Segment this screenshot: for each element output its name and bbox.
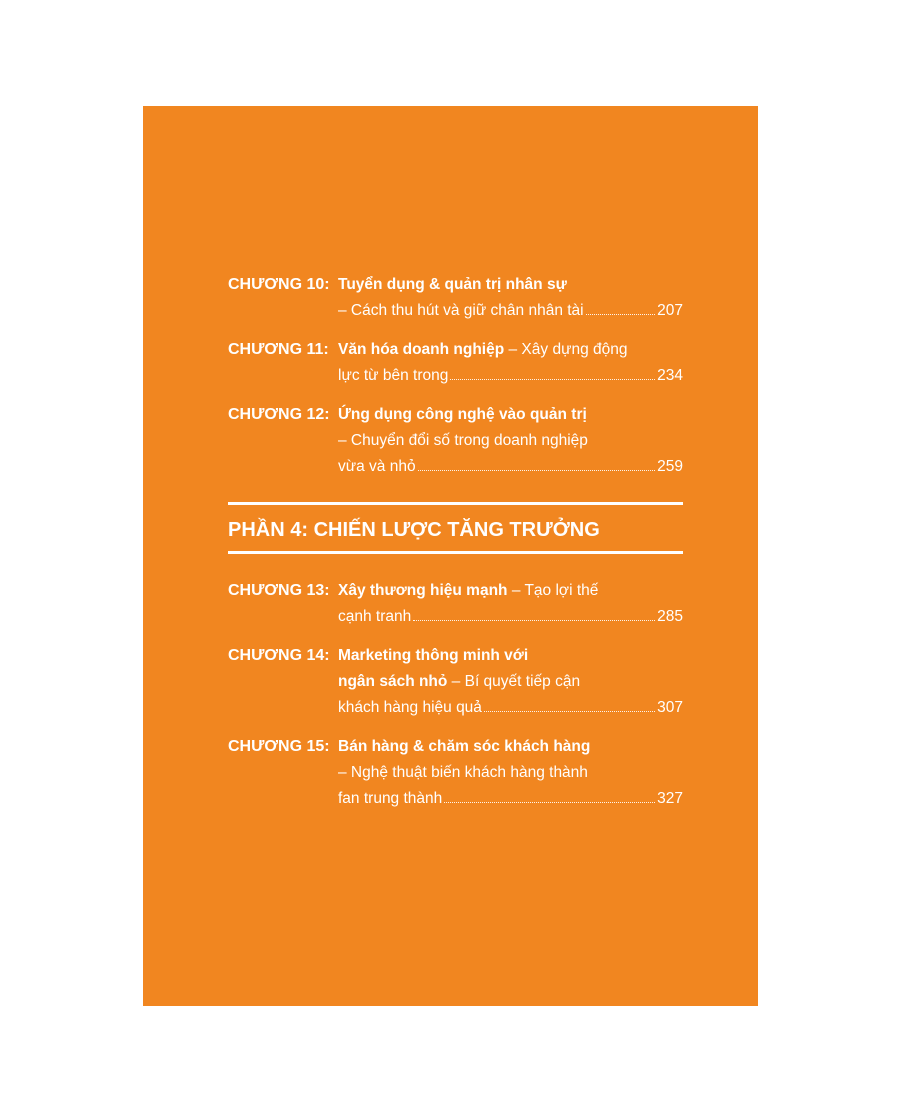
toc-entry-chapter-12[interactable]	[228, 402, 683, 480]
dot-leader	[484, 711, 655, 712]
title-line: – Chuyển đổi số trong doanh nghiệp	[338, 432, 588, 449]
chapter-title	[338, 337, 683, 389]
chapter-label: CHƯƠNG 14:	[228, 647, 330, 664]
chapter-label: CHƯƠNG 15:	[228, 738, 330, 755]
page-number: 307	[657, 699, 683, 716]
title-line	[338, 669, 683, 695]
title-line	[338, 272, 683, 298]
dot-leader	[418, 470, 656, 471]
title-bold: Văn hóa doanh nghiệp	[338, 341, 505, 358]
title-last-line	[338, 695, 683, 721]
title-text: khách hàng hiệu quả	[338, 699, 482, 716]
chapter-title	[338, 643, 683, 721]
toc-group-part3	[228, 272, 683, 480]
title-line	[338, 643, 683, 669]
chapter-label: CHƯƠNG 13:	[228, 582, 330, 599]
page-number: 327	[657, 790, 683, 807]
page-number: 285	[657, 608, 683, 625]
dot-leader	[413, 620, 655, 621]
toc-entry-chapter-13[interactable]	[228, 578, 683, 630]
title-bold: Marketing thông minh với	[338, 647, 529, 664]
title-text: fan trung thành	[338, 790, 443, 807]
title-last-line	[338, 298, 683, 324]
chapter-label: CHƯƠNG 12:	[228, 406, 330, 423]
title-bold: Xây thương hiệu mạnh	[338, 582, 508, 599]
toc-entry-chapter-11[interactable]	[228, 337, 683, 389]
page-number: 259	[657, 458, 683, 475]
chapter-title	[338, 734, 683, 812]
dot-leader	[450, 379, 655, 380]
chapter-title	[338, 578, 683, 630]
chapter-title	[338, 402, 683, 480]
title-line: – Nghệ thuật biến khách hàng thành	[338, 764, 588, 781]
title-line	[338, 734, 683, 760]
toc-group-part4	[228, 578, 683, 812]
title-rest: – Tạo lợi thế	[507, 582, 599, 599]
title-line	[338, 402, 683, 428]
chapter-label: CHƯƠNG 10:	[228, 276, 330, 293]
title-line	[338, 578, 683, 604]
title-text: vừa và nhỏ	[338, 458, 416, 475]
title-rest: – Bí quyết tiếp cận	[447, 673, 581, 690]
toc-entry-chapter-14[interactable]	[228, 643, 683, 721]
book-page	[143, 106, 758, 1006]
title-last-line	[338, 604, 683, 630]
title-text: cạnh tranh	[338, 608, 412, 625]
dot-leader	[444, 802, 655, 803]
title-last-line	[338, 454, 683, 480]
part-divider-bottom	[228, 551, 683, 554]
part-4-heading[interactable]: PHẦN 4: CHIẾN LƯỢC TĂNG TRƯỞNG	[228, 519, 600, 541]
chapter-label: CHƯƠNG 11:	[228, 341, 329, 358]
title-bold: Bán hàng & chăm sóc khách hàng	[338, 738, 591, 755]
part-divider-top	[228, 502, 683, 505]
page-number: 207	[657, 302, 683, 319]
chapter-title	[338, 272, 683, 324]
dot-leader	[586, 314, 656, 315]
title-last-line	[338, 363, 683, 389]
title-last-line	[338, 786, 683, 812]
toc-entry-chapter-15[interactable]	[228, 734, 683, 812]
title-line	[338, 337, 683, 363]
title-bold: Tuyển dụng & quản trị nhân sự	[338, 276, 567, 293]
title-bold: ngân sách nhỏ	[338, 673, 448, 690]
title-text: – Cách thu hút và giữ chân nhân tài	[338, 302, 584, 319]
toc-entry-chapter-10[interactable]	[228, 272, 683, 324]
title-bold: Ứng dụng công nghệ vào quản trị	[338, 406, 587, 423]
title-text: lực từ bên trong	[338, 367, 449, 384]
page-number: 234	[657, 367, 683, 384]
title-rest: – Xây dựng động	[504, 341, 628, 358]
